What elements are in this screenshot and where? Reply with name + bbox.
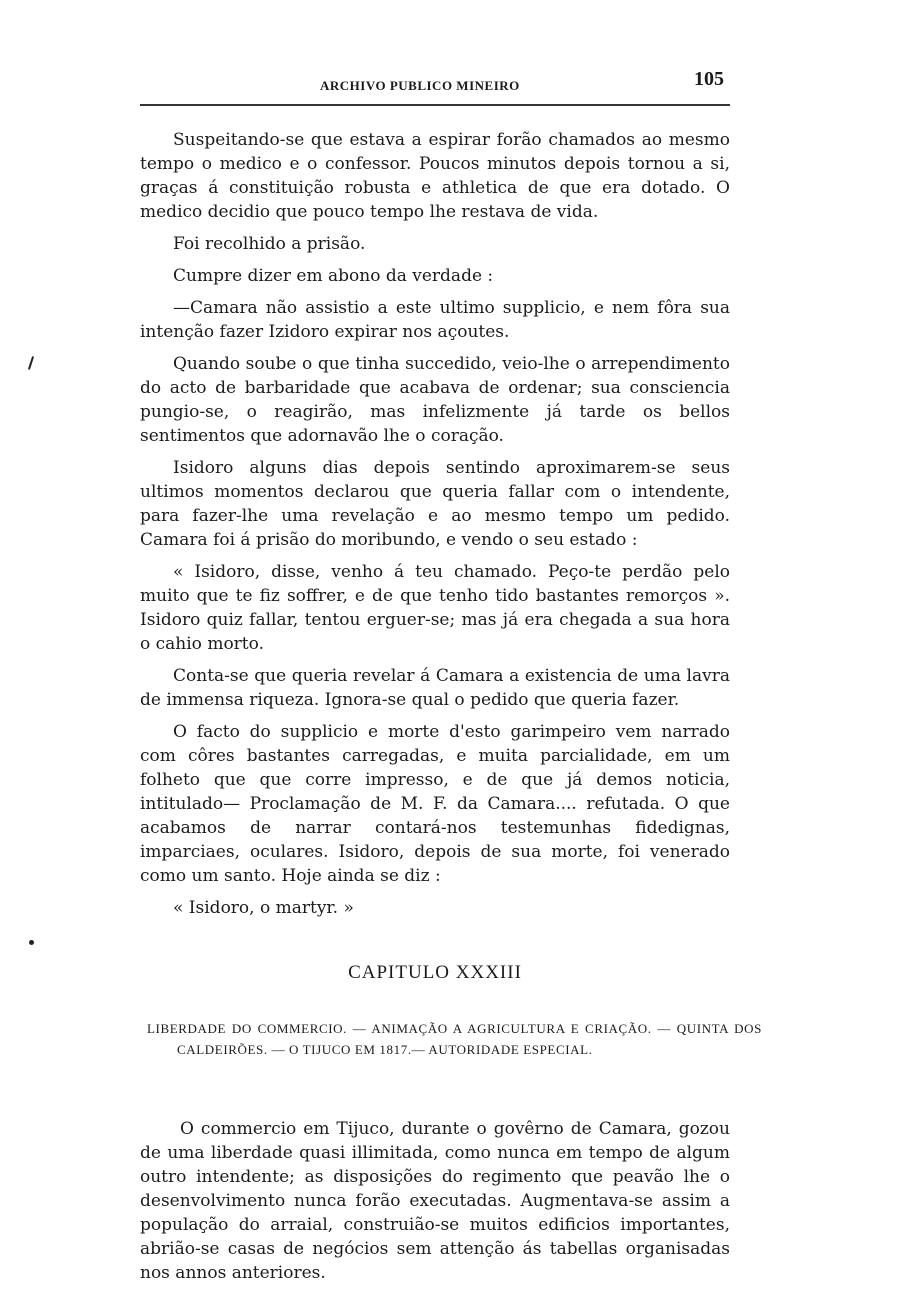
paragraph: « Isidoro, o martyr. » [173, 898, 354, 918]
ink-speck [28, 356, 34, 370]
paragraph: O facto do supplicio e morte d'esto garimpeiro vem narrado com côres bastantes carregadas, e muita parcialidade, em um folheto que que corre impresso, e de que já demos noticia, intitulado— Proclamação de M. F. da Camara.... refutada. O que acabamos de narrar contará-nos testemunhas fidedignas, imparciaes, oculares. Isidoro, depois de sua morte, foi venerado como um santo. Hoje ainda se diz : [140, 722, 730, 886]
paragraph: Conta-se que queria revelar á Camara a existencia de uma lavra de immensa riqueza. Ignora-se qual o pedido que queria fazer. [140, 666, 730, 710]
paragraph: « Isidoro, disse, venho á teu chamado. Peço-te perdão pelo muito que te fiz soffrer, e de que tenho tido bastantes remorços ». Isidoro quiz fallar, tentou erguer-se; mas já era chegada a sua hora o cahio morto. [140, 562, 730, 654]
page-header [140, 62, 730, 106]
ink-speck [29, 940, 34, 945]
body-text [140, 128, 730, 928]
chapter-title: CAPITULO XXXIII [348, 962, 522, 983]
chapter-summary: LIBERDADE DO COMMERCIO. — ANIMAÇÃO A AGRICULTURA E CRIAÇÃO. — QUINTA DOS CALDEIRÕES. — O TIJUCO EM 1817.— AUTORIDADE ESPECIAL. [147, 1021, 762, 1057]
paragraph: O commercio em Tijuco, durante o govêrno de Camara, gozou de uma liberdade quasi illimitada, como nunca em tempo de algum outro intendente; as disposições do regimento que peavão lhe o desenvolvimento nunca forão executadas. Augmentava-se assim a população do arraial, construião-se muitos edificios importantes, abrião-se casas de negócios sem attenção ás tabellas organisadas nos annos anteriores. [140, 1119, 730, 1283]
chapter-text [140, 1117, 730, 1285]
paragraph: Isidoro alguns dias depois sentindo aproximarem-se seus ultimos momentos declarou que queria fallar com o intendente, para fazer-lhe uma revelação e ao mesmo tempo um pedido. Camara foi á prisão do moribundo, e vendo o seu estado : [140, 458, 730, 550]
header-rule [140, 104, 730, 106]
paragraph: Cumpre dizer em abono da verdade : [173, 266, 494, 286]
running-title: ARCHIVO PUBLICO MINEIRO [320, 78, 520, 93]
paragraph: Quando soube o que tinha succedido, veio-lhe o arrependimento do acto de barbaridade que acabava de ordenar; sua consciencia pungio-se, o reagirão, mas infelizmente já tarde os bellos sentimentos que adornavão lhe o coração. [140, 354, 730, 446]
paragraph: —Camara não assistio a este ultimo supplicio, e nem fôra sua intenção fazer Izidoro expirar nos açoutes. [140, 298, 730, 342]
paragraph: Suspeitando-se que estava a espirar forão chamados ao mesmo tempo o medico e o confessor. Poucos minutos depois tornou a si, graças á constituição robusta e athletica de que era dotado. O medico decidio que pouco tempo lhe restava de vida. [140, 130, 730, 222]
page-number: 105 [694, 68, 724, 90]
paragraph: Foi recolhido a prisão. [173, 234, 366, 254]
